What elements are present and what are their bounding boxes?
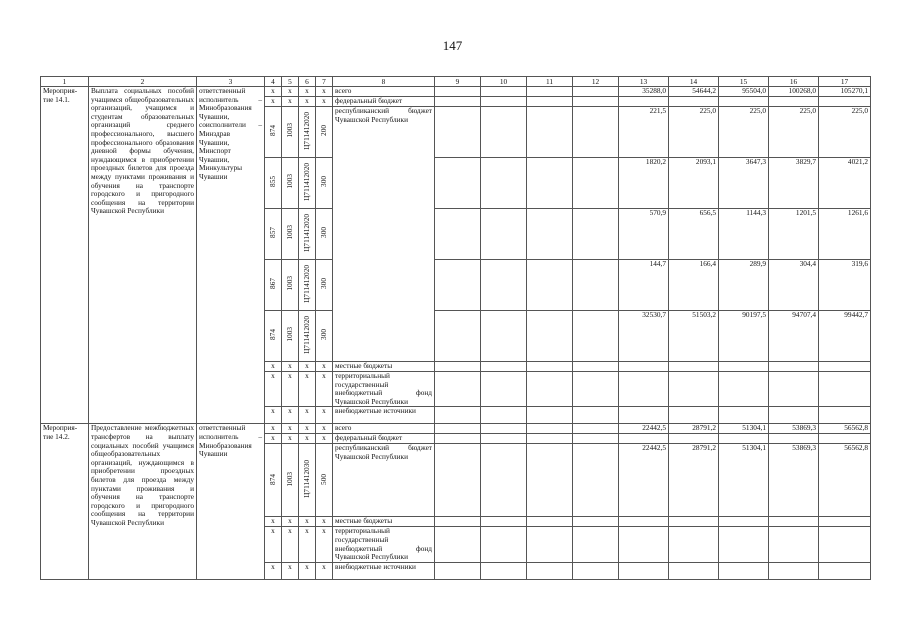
code-cell-c6: x (299, 372, 316, 407)
value-v14 (669, 372, 719, 407)
value-v15: 51304,1 (719, 424, 769, 434)
empty-cell (527, 362, 573, 372)
value-v17: 225,0 (819, 107, 871, 158)
page-number: 147 (442, 38, 463, 53)
value-v13: 144,7 (619, 260, 669, 311)
code-value: 500 (319, 473, 328, 485)
empty-cell (435, 87, 481, 97)
empty-cell (435, 209, 481, 260)
code-cell-c4: x (265, 372, 282, 407)
value-v17: 105270,1 (819, 87, 871, 97)
header-cell: 3 (197, 77, 265, 87)
value-v15 (719, 407, 769, 424)
empty-cell (481, 562, 527, 579)
code-cell-c5: x (282, 424, 299, 434)
empty-cell (481, 372, 527, 407)
table-row (41, 87, 871, 97)
value-v15 (719, 517, 769, 527)
empty-cell (573, 527, 619, 562)
empty-cell (435, 372, 481, 407)
funding-source: федеральный бюджет (333, 434, 435, 444)
value-v16: 53869,3 (769, 424, 819, 434)
code-cell-c4: x (265, 424, 282, 434)
code-cell-c7: x (316, 527, 333, 562)
header-cell: 17 (819, 77, 871, 87)
code-value: 857 (268, 227, 277, 239)
code-value: 1003 (285, 123, 294, 138)
code-cell-c6 (299, 209, 316, 260)
code-cell-c5 (282, 444, 299, 517)
code-cell-c6 (299, 260, 316, 311)
code-value: 867 (268, 278, 277, 290)
value-v13: 35288,0 (619, 87, 669, 97)
funding-source: местные бюджеты (333, 517, 435, 527)
code-cell-c4 (265, 311, 282, 362)
code-cell-c5: x (282, 372, 299, 407)
value-v14 (669, 527, 719, 562)
code-cell-c7 (316, 107, 333, 158)
empty-cell (527, 562, 573, 579)
event-executor: ответственный исполнитель – Минобразования Чувашии, соисполнители – Минздрав Чувашии, Минспорт Чувашии, Минкультуры Чувашии (197, 87, 265, 424)
table-row (41, 424, 871, 434)
empty-cell (435, 260, 481, 311)
code-cell-c5: x (282, 362, 299, 372)
value-v16 (769, 434, 819, 444)
code-cell-c4 (265, 107, 282, 158)
code-cell-c7 (316, 158, 333, 209)
empty-cell (527, 407, 573, 424)
event-name: Мероприя-тие 14.1. (41, 87, 89, 424)
value-v13 (619, 434, 669, 444)
empty-cell (435, 424, 481, 434)
value-v14 (669, 434, 719, 444)
code-cell-c4: x (265, 517, 282, 527)
value-v14 (669, 562, 719, 579)
empty-cell (527, 97, 573, 107)
empty-cell (481, 311, 527, 362)
code-cell-c4: x (265, 527, 282, 562)
empty-cell (481, 97, 527, 107)
value-v14 (669, 407, 719, 424)
value-v16 (769, 372, 819, 407)
value-v17: 1261,6 (819, 209, 871, 260)
code-cell-c6: x (299, 424, 316, 434)
value-v14 (669, 517, 719, 527)
empty-cell (573, 260, 619, 311)
header-cell: 15 (719, 77, 769, 87)
empty-cell (573, 97, 619, 107)
value-v16 (769, 517, 819, 527)
code-value: 300 (319, 278, 328, 290)
value-v15 (719, 97, 769, 107)
empty-cell (435, 107, 481, 158)
code-value: 1003 (285, 276, 294, 291)
value-v15 (719, 372, 769, 407)
value-v16: 1201,5 (769, 209, 819, 260)
code-value: Ц711412020 (302, 162, 311, 201)
event-description: Предоставление межбюджетных трансфертов на выплату социальных пособий учащимся общеобразовательных организаций, нуждающимся в приобретении проездных билетов для проезда между пунктами проживания и обучения на транспорте городского и пригородного сообщения на территории Чувашской Республики (89, 424, 197, 579)
header-row (41, 77, 871, 87)
funding-source: республиканский бюджет Чувашской Республики (333, 107, 435, 362)
empty-cell (573, 158, 619, 209)
code-value: 874 (268, 473, 277, 485)
header-cell: 5 (282, 77, 299, 87)
value-v16 (769, 562, 819, 579)
header-cell: 16 (769, 77, 819, 87)
value-v13: 570,9 (619, 209, 669, 260)
empty-cell (435, 407, 481, 424)
code-value: 874 (268, 329, 277, 341)
value-v13 (619, 372, 669, 407)
empty-cell (527, 527, 573, 562)
event-executor: ответственный исполнитель – Минобразования Чувашии (197, 424, 265, 579)
code-cell-c5: x (282, 562, 299, 579)
value-v13: 221,5 (619, 107, 669, 158)
event-description: Выплата социальных пособий учащимся общеобразовательных организаций, учащимся и студентам образовательных организаций среднего профессионального, высшего профессионального образования дневной формы обучения, нуждающимся в приобретении проездных билетов для проезда между пунктами проживания и обучения на транспорте городского и пригородного сообщения на территории Чувашской Республики (89, 87, 197, 424)
code-cell-c5 (282, 260, 299, 311)
value-v14 (669, 362, 719, 372)
code-cell-c7: x (316, 97, 333, 107)
code-cell-c5 (282, 158, 299, 209)
code-cell-c4 (265, 260, 282, 311)
empty-cell (435, 444, 481, 517)
code-cell-c5 (282, 209, 299, 260)
code-cell-c5: x (282, 434, 299, 444)
code-cell-c7: x (316, 562, 333, 579)
value-v15 (719, 362, 769, 372)
code-cell-c5: x (282, 527, 299, 562)
empty-cell (481, 158, 527, 209)
empty-cell (527, 209, 573, 260)
empty-cell (435, 517, 481, 527)
funding-source: территориальный государственный внебюджетный фонд Чувашской Республики (333, 527, 435, 562)
value-v14: 656,5 (669, 209, 719, 260)
value-v17 (819, 562, 871, 579)
code-value: 874 (268, 125, 277, 137)
funding-source: всего (333, 87, 435, 97)
code-cell-c4: x (265, 407, 282, 424)
funding-source: местные бюджеты (333, 362, 435, 372)
empty-cell (527, 107, 573, 158)
value-v14: 28791,2 (669, 444, 719, 517)
value-v13: 32530,7 (619, 311, 669, 362)
value-v16: 3829,7 (769, 158, 819, 209)
code-value: 300 (319, 176, 328, 188)
code-cell-c7: x (316, 434, 333, 444)
empty-cell (573, 562, 619, 579)
empty-cell (573, 444, 619, 517)
value-v13 (619, 527, 669, 562)
empty-cell (435, 158, 481, 209)
code-cell-c7: x (316, 372, 333, 407)
code-cell-c7: x (316, 87, 333, 97)
value-v17 (819, 407, 871, 424)
funding-source: республиканский бюджет Чувашской Республики (333, 444, 435, 517)
code-value: 1003 (285, 225, 294, 240)
value-v17: 99442,7 (819, 311, 871, 362)
code-cell-c4: x (265, 97, 282, 107)
code-value: Ц711412020 (302, 315, 311, 354)
code-cell-c5: x (282, 97, 299, 107)
code-cell-c6: x (299, 517, 316, 527)
value-v14: 225,0 (669, 107, 719, 158)
code-cell-c5: x (282, 517, 299, 527)
empty-cell (481, 407, 527, 424)
empty-cell (435, 527, 481, 562)
value-v14 (669, 97, 719, 107)
code-cell-c7: x (316, 424, 333, 434)
empty-cell (481, 517, 527, 527)
value-v15: 289,9 (719, 260, 769, 311)
code-cell-c5 (282, 311, 299, 362)
value-v13 (619, 517, 669, 527)
value-v16: 53869,3 (769, 444, 819, 517)
code-value: 1003 (285, 327, 294, 342)
code-cell-c5: x (282, 87, 299, 97)
empty-cell (573, 362, 619, 372)
code-cell-c7: x (316, 362, 333, 372)
header-cell: 6 (299, 77, 316, 87)
empty-cell (435, 362, 481, 372)
code-value: 1003 (285, 471, 294, 487)
code-value: 855 (268, 176, 277, 188)
code-value: Ц711412020 (302, 264, 311, 303)
code-cell-c6: x (299, 87, 316, 97)
value-v17 (819, 372, 871, 407)
value-v17 (819, 97, 871, 107)
value-v16: 94707,4 (769, 311, 819, 362)
empty-cell (527, 444, 573, 517)
code-cell-c6: x (299, 562, 316, 579)
empty-cell (573, 107, 619, 158)
empty-cell (435, 434, 481, 444)
empty-cell (481, 434, 527, 444)
header-cell: 9 (435, 77, 481, 87)
code-cell-c6 (299, 311, 316, 362)
code-cell-c7 (316, 444, 333, 517)
value-v15: 51304,1 (719, 444, 769, 517)
value-v14: 2093,1 (669, 158, 719, 209)
empty-cell (481, 107, 527, 158)
value-v17 (819, 527, 871, 562)
empty-cell (527, 434, 573, 444)
value-v13 (619, 362, 669, 372)
header-cell: 14 (669, 77, 719, 87)
value-v14: 28791,2 (669, 424, 719, 434)
empty-cell (481, 527, 527, 562)
value-v15 (719, 434, 769, 444)
value-v17 (819, 434, 871, 444)
code-cell-c5: x (282, 407, 299, 424)
code-cell-c6 (299, 158, 316, 209)
empty-cell (573, 209, 619, 260)
funding-source: внебюджетные источники (333, 407, 435, 424)
code-cell-c6 (299, 444, 316, 517)
code-cell-c6 (299, 107, 316, 158)
code-value: 300 (319, 227, 328, 239)
code-value: 200 (319, 125, 328, 137)
code-cell-c4: x (265, 562, 282, 579)
code-cell-c4: x (265, 434, 282, 444)
code-cell-c6: x (299, 362, 316, 372)
funding-source: внебюджетные источники (333, 562, 435, 579)
header-cell: 4 (265, 77, 282, 87)
funding-source: всего (333, 424, 435, 434)
empty-cell (435, 97, 481, 107)
value-v16 (769, 407, 819, 424)
empty-cell (573, 517, 619, 527)
value-v13 (619, 407, 669, 424)
funding-source: федеральный бюджет (333, 97, 435, 107)
code-value: Ц711412030 (302, 460, 311, 498)
empty-cell (527, 424, 573, 434)
header-cell: 8 (333, 77, 435, 87)
code-cell-c6: x (299, 97, 316, 107)
value-v14: 166,4 (669, 260, 719, 311)
value-v13: 22442,5 (619, 424, 669, 434)
value-v15: 95504,0 (719, 87, 769, 97)
code-cell-c4 (265, 444, 282, 517)
code-cell-c6: x (299, 434, 316, 444)
empty-cell (481, 260, 527, 311)
value-v17: 56562,8 (819, 444, 871, 517)
code-value: Ц711412020 (302, 111, 311, 150)
code-cell-c4 (265, 209, 282, 260)
value-v15 (719, 527, 769, 562)
value-v16: 225,0 (769, 107, 819, 158)
code-value: 300 (319, 329, 328, 341)
code-cell-c7 (316, 260, 333, 311)
value-v14: 51503,2 (669, 311, 719, 362)
empty-cell (527, 517, 573, 527)
code-value: Ц711412020 (302, 213, 311, 252)
empty-cell (527, 158, 573, 209)
value-v17: 56562,8 (819, 424, 871, 434)
event-name: Мероприя-тие 14.2. (41, 424, 89, 579)
value-v15 (719, 562, 769, 579)
empty-cell (481, 209, 527, 260)
empty-cell (481, 444, 527, 517)
empty-cell (573, 407, 619, 424)
value-v15: 225,0 (719, 107, 769, 158)
empty-cell (481, 87, 527, 97)
value-v14: 54644,2 (669, 87, 719, 97)
value-v15: 90197,5 (719, 311, 769, 362)
value-v17: 319,6 (819, 260, 871, 311)
code-cell-c7 (316, 311, 333, 362)
code-cell-c7 (316, 209, 333, 260)
funding-source: территориальный государственный внебюджетный фонд Чувашской Республики (333, 372, 435, 407)
empty-cell (435, 311, 481, 362)
value-v15: 1144,3 (719, 209, 769, 260)
value-v16: 100268,0 (769, 87, 819, 97)
empty-cell (573, 434, 619, 444)
code-cell-c7: x (316, 407, 333, 424)
code-value: 1003 (285, 174, 294, 189)
value-v13: 1820,2 (619, 158, 669, 209)
value-v15: 3647,3 (719, 158, 769, 209)
value-v13 (619, 562, 669, 579)
code-cell-c4 (265, 158, 282, 209)
code-cell-c6: x (299, 527, 316, 562)
header-cell: 2 (89, 77, 197, 87)
value-v16 (769, 97, 819, 107)
empty-cell (527, 87, 573, 97)
header-cell: 13 (619, 77, 669, 87)
empty-cell (573, 87, 619, 97)
empty-cell (481, 362, 527, 372)
empty-cell (573, 372, 619, 407)
code-cell-c7: x (316, 517, 333, 527)
empty-cell (527, 311, 573, 362)
value-v16 (769, 362, 819, 372)
code-cell-c4: x (265, 87, 282, 97)
header-cell: 1 (41, 77, 89, 87)
header-cell: 11 (527, 77, 573, 87)
value-v13 (619, 97, 669, 107)
empty-cell (481, 424, 527, 434)
budget-table (40, 76, 871, 580)
empty-cell (527, 260, 573, 311)
value-v16 (769, 527, 819, 562)
value-v17 (819, 362, 871, 372)
code-cell-c6: x (299, 407, 316, 424)
header-cell: 7 (316, 77, 333, 87)
value-v17 (819, 517, 871, 527)
header-cell: 12 (573, 77, 619, 87)
empty-cell (527, 372, 573, 407)
code-cell-c4: x (265, 362, 282, 372)
value-v16: 304,4 (769, 260, 819, 311)
value-v13: 22442,5 (619, 444, 669, 517)
code-cell-c5 (282, 107, 299, 158)
header-cell: 10 (481, 77, 527, 87)
empty-cell (573, 424, 619, 434)
empty-cell (435, 562, 481, 579)
empty-cell (573, 311, 619, 362)
value-v17: 4021,2 (819, 158, 871, 209)
